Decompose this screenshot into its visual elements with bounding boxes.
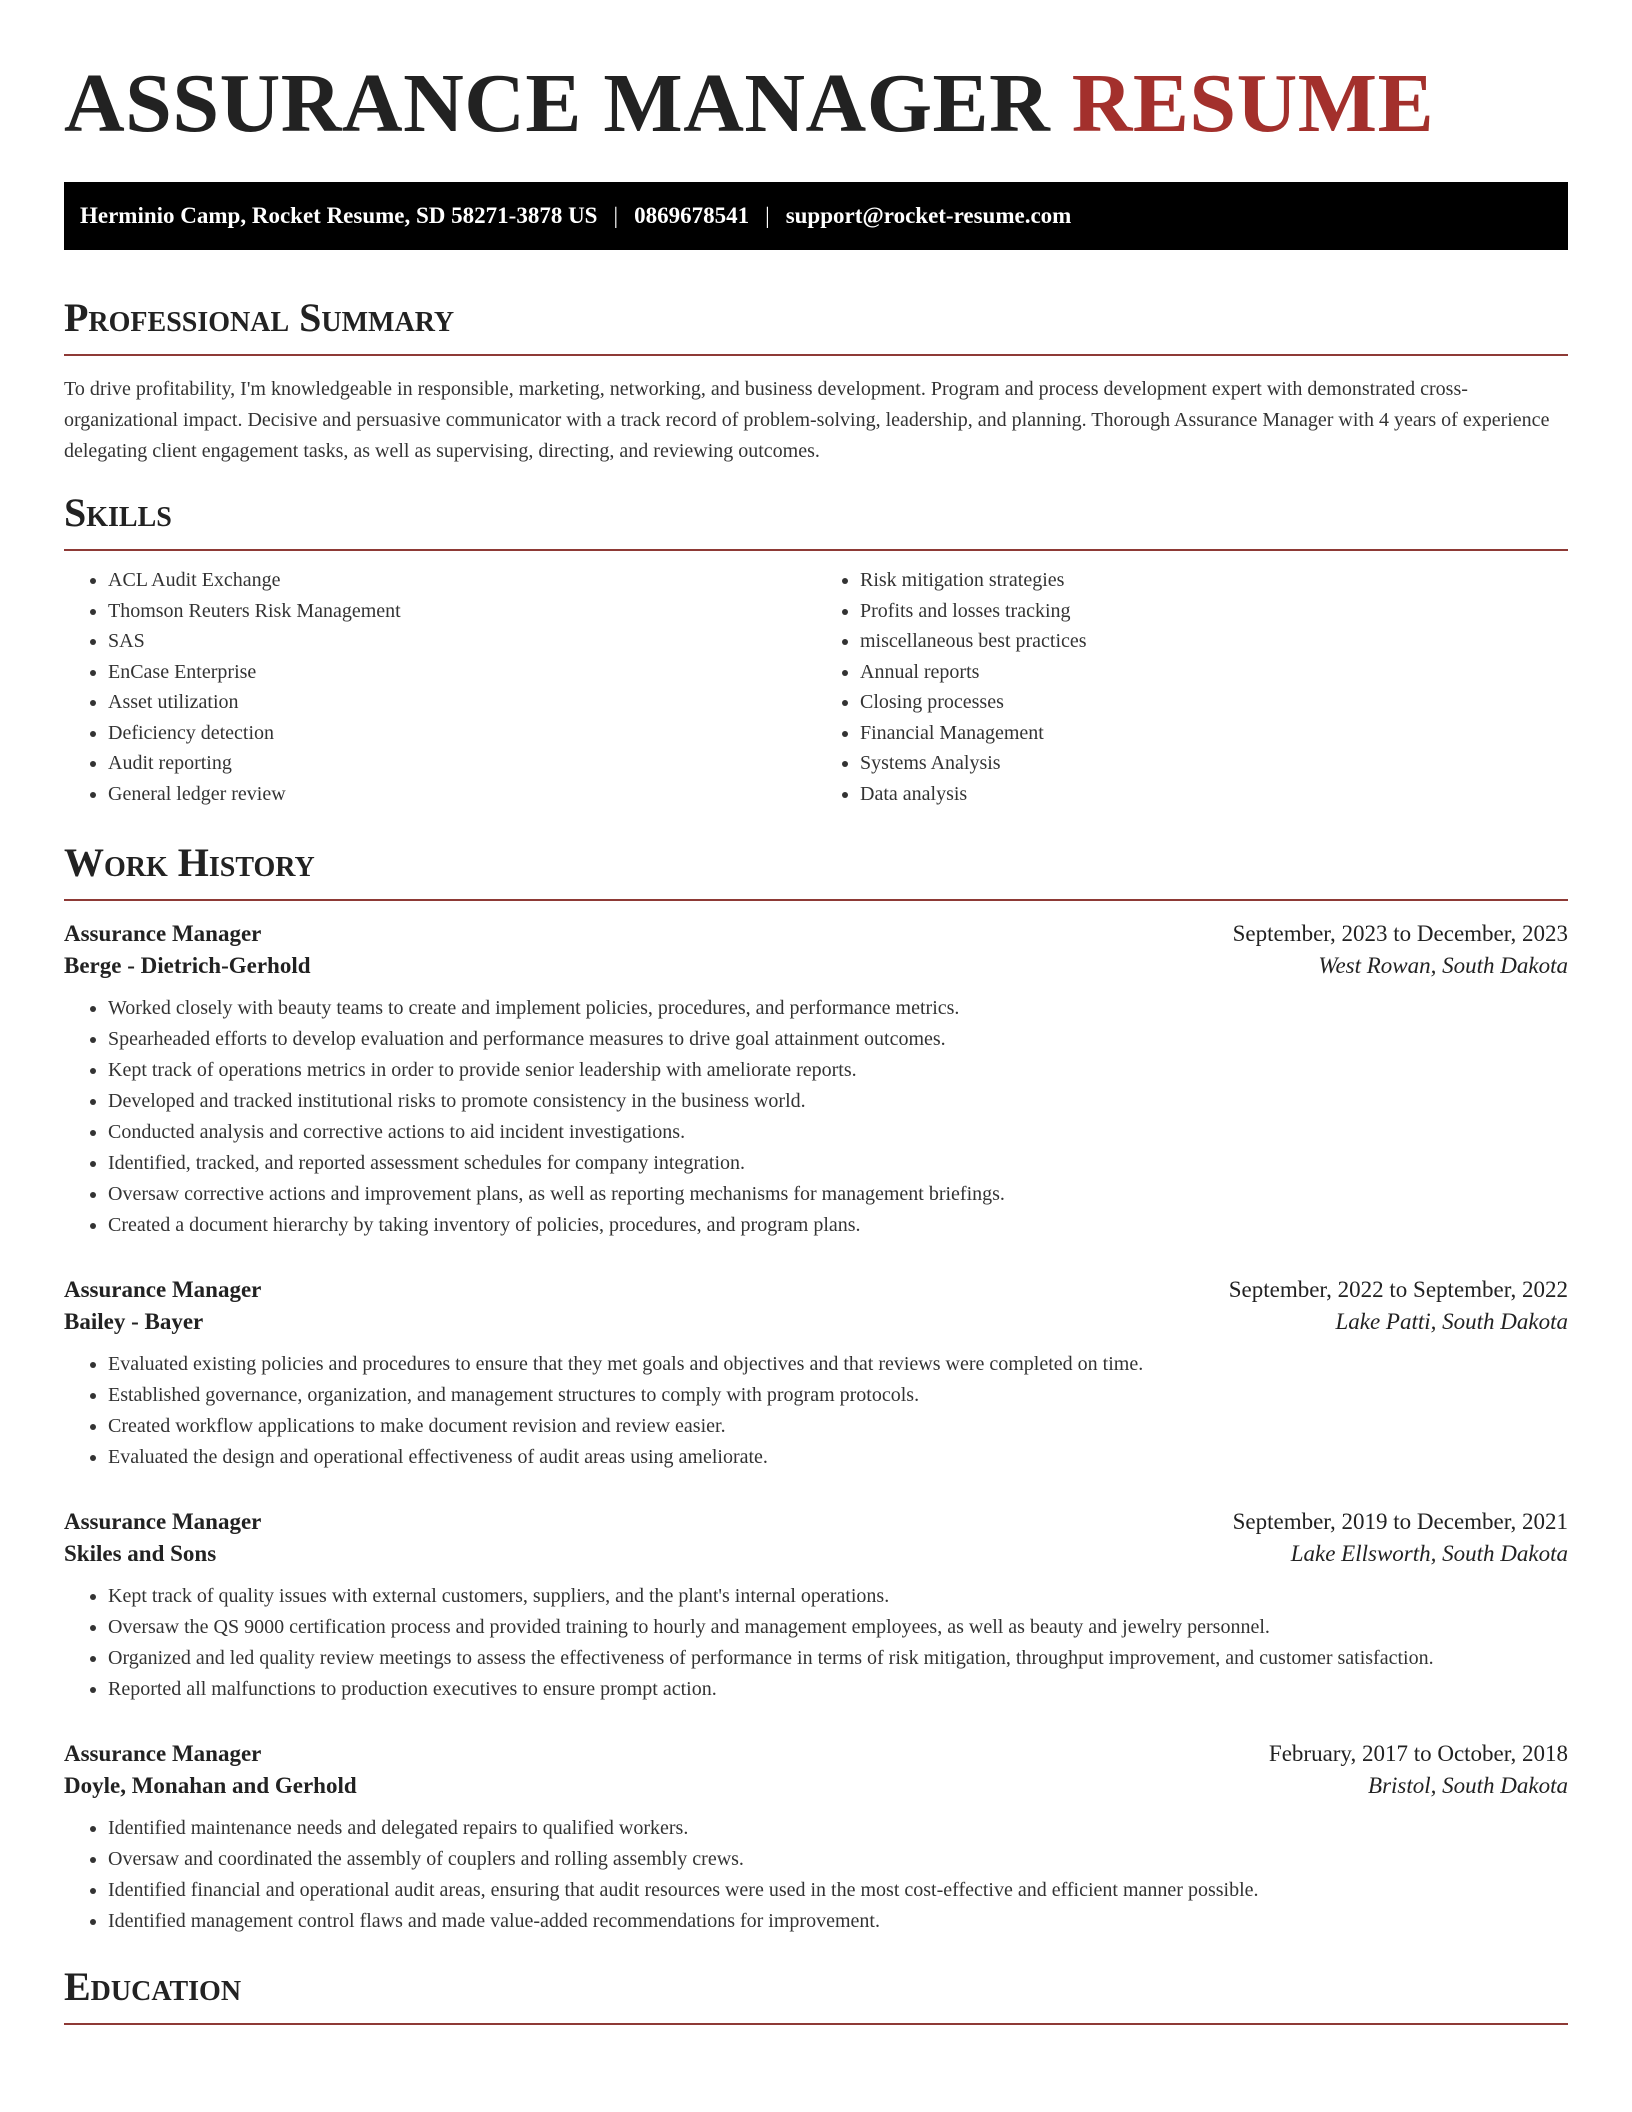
job-dates: September, 2023 to December, 2023 <box>1232 921 1568 946</box>
job-bullet: • Identified maintenance needs and delegated repairs to qualified workers. <box>108 1813 1568 1844</box>
skill-item: • SAS <box>108 626 816 657</box>
job-bullet: • Conducted analysis and corrective actions to aid incident investigations. <box>108 1117 1568 1148</box>
contact-phone[interactable]: 0869678541 <box>634 203 750 228</box>
job-bullets <box>64 1581 1568 1705</box>
job-company: Skiles and Sons <box>64 1541 217 1566</box>
skill-item: • Financial Management <box>860 718 1568 749</box>
skill-item: • Audit reporting <box>108 748 816 779</box>
job-header-row <box>64 1509 1568 1535</box>
job-title: Assurance Manager <box>64 921 262 946</box>
section-divider <box>64 354 1568 356</box>
work-history-list <box>64 921 1568 1937</box>
summary-text: To drive profitability, I'm knowledgeable in responsible, marketing, networking, and business development. Program and process development expert with demonstrated cross-organizational impact. Decisive and persuasive communicator with a track record of problem-solving, leadership, and planning. Thorough Assurance Manager with 4 years of experience delegating client engagement tasks, as well as supervising, directing, and reviewing outcomes. <box>64 378 1550 462</box>
job-company: Doyle, Monahan and Gerhold <box>64 1773 357 1798</box>
job-entry <box>64 921 1568 1241</box>
skill-item: • miscellaneous best practices <box>860 626 1568 657</box>
job-bullet: • Established governance, organization, and management structures to comply with program protocols. <box>108 1380 1568 1411</box>
contact-address: Herminio Camp, Rocket Resume, SD 58271-3878 US <box>80 203 598 228</box>
job-bullet: • Identified, tracked, and reported assessment schedules for company integration. <box>108 1148 1568 1179</box>
job-entry <box>64 1277 1568 1473</box>
contact-email[interactable]: support@rocket-resume.com <box>785 203 1072 228</box>
job-company: Bailey - Bayer <box>64 1309 204 1334</box>
skills-list <box>64 565 1568 809</box>
job-header-row <box>64 1741 1568 1767</box>
skills-column-left <box>64 565 816 809</box>
job-dates: September, 2022 to September, 2022 <box>1228 1277 1568 1302</box>
title-accent: RESUME <box>1071 57 1435 150</box>
skill-item: • EnCase Enterprise <box>108 657 816 688</box>
job-bullet: • Created workflow applications to make document revision and review easier. <box>108 1411 1568 1442</box>
job-company-row <box>64 1773 1568 1799</box>
job-title: Assurance Manager <box>64 1277 262 1302</box>
job-dates: February, 2017 to October, 2018 <box>1268 1741 1568 1766</box>
contact-bar <box>64 182 1568 250</box>
skill-item: • Annual reports <box>860 657 1568 688</box>
job-bullet: • Created a document hierarchy by taking inventory of policies, procedures, and program plans. <box>108 1210 1568 1241</box>
job-header-row <box>64 921 1568 947</box>
education-heading: Education <box>64 1964 242 2009</box>
job-location: Bristol, South Dakota <box>1368 1773 1568 1798</box>
skill-item: • General ledger review <box>108 779 816 810</box>
job-title: Assurance Manager <box>64 1741 262 1766</box>
title-main: ASSURANCE MANAGER <box>64 57 1051 150</box>
resume-title <box>64 56 1568 150</box>
job-bullet: • Kept track of quality issues with external customers, suppliers, and the plant's internal operations. <box>108 1581 1568 1612</box>
job-bullets <box>64 993 1568 1241</box>
job-company: Berge - Dietrich-Gerhold <box>64 953 311 978</box>
skill-item: • ACL Audit Exchange <box>108 565 816 596</box>
job-dates: September, 2019 to December, 2021 <box>1232 1509 1568 1534</box>
skills-heading: Skills <box>64 490 172 535</box>
job-bullet: • Worked closely with beauty teams to create and implement policies, procedures, and performance metrics. <box>108 993 1568 1024</box>
skill-item: • Systems Analysis <box>860 748 1568 779</box>
job-company-row <box>64 1541 1568 1567</box>
job-bullet: • Oversaw corrective actions and improvement plans, as well as reporting mechanisms for management briefings. <box>108 1179 1568 1210</box>
section-divider <box>64 899 1568 901</box>
contact-separator: | <box>613 203 619 228</box>
job-location: West Rowan, South Dakota <box>1318 953 1568 978</box>
job-bullet: • Developed and tracked institutional risks to promote consistency in the business world. <box>108 1086 1568 1117</box>
job-entry <box>64 1741 1568 1937</box>
job-company-row <box>64 1309 1568 1335</box>
job-bullet: • Organized and led quality review meetings to assess the effectiveness of performance in terms of risk mitigation, throughput improvement, and customer satisfaction. <box>108 1643 1568 1674</box>
skills-column-right <box>816 565 1568 809</box>
skill-item: • Profits and losses tracking <box>860 596 1568 627</box>
job-bullet: • Kept track of operations metrics in order to provide senior leadership with ameliorate reports. <box>108 1055 1568 1086</box>
job-bullets <box>64 1813 1568 1937</box>
job-bullet: • Spearheaded efforts to develop evaluation and performance measures to drive goal attainment outcomes. <box>108 1024 1568 1055</box>
work-history-heading: Work History <box>64 840 315 885</box>
skill-item: • Asset utilization <box>108 687 816 718</box>
job-bullet: • Oversaw the QS 9000 certification process and provided training to hourly and management employees, as well as beauty and jewelry personnel. <box>108 1612 1568 1643</box>
job-bullet: • Reported all malfunctions to production executives to ensure prompt action. <box>108 1674 1568 1705</box>
skill-item: • Data analysis <box>860 779 1568 810</box>
section-divider <box>64 549 1568 551</box>
job-bullets <box>64 1349 1568 1473</box>
job-header-row <box>64 1277 1568 1303</box>
skill-item: • Closing processes <box>860 687 1568 718</box>
section-divider <box>64 2023 1568 2025</box>
job-location: Lake Ellsworth, South Dakota <box>1290 1541 1568 1566</box>
job-company-row <box>64 953 1568 979</box>
job-bullet: • Evaluated the design and operational effectiveness of audit areas using ameliorate. <box>108 1442 1568 1473</box>
job-bullet: • Evaluated existing policies and procedures to ensure that they met goals and objectives and that reviews were completed on time. <box>108 1349 1568 1380</box>
job-location: Lake Patti, South Dakota <box>1335 1309 1568 1334</box>
job-title: Assurance Manager <box>64 1509 262 1534</box>
skill-item: • Deficiency detection <box>108 718 816 749</box>
summary-heading: Professional Summary <box>64 295 455 340</box>
job-bullet: • Identified financial and operational audit areas, ensuring that audit resources were used in the most cost-effective and efficient manner possible. <box>108 1875 1568 1906</box>
job-entry <box>64 1509 1568 1705</box>
skill-item: • Risk mitigation strategies <box>860 565 1568 596</box>
job-bullet: • Identified management control flaws and made value-added recommendations for improvement. <box>108 1906 1568 1937</box>
job-bullet: • Oversaw and coordinated the assembly of couplers and rolling assembly crews. <box>108 1844 1568 1875</box>
contact-separator: | <box>765 203 770 228</box>
skill-item: • Thomson Reuters Risk Management <box>108 596 816 627</box>
